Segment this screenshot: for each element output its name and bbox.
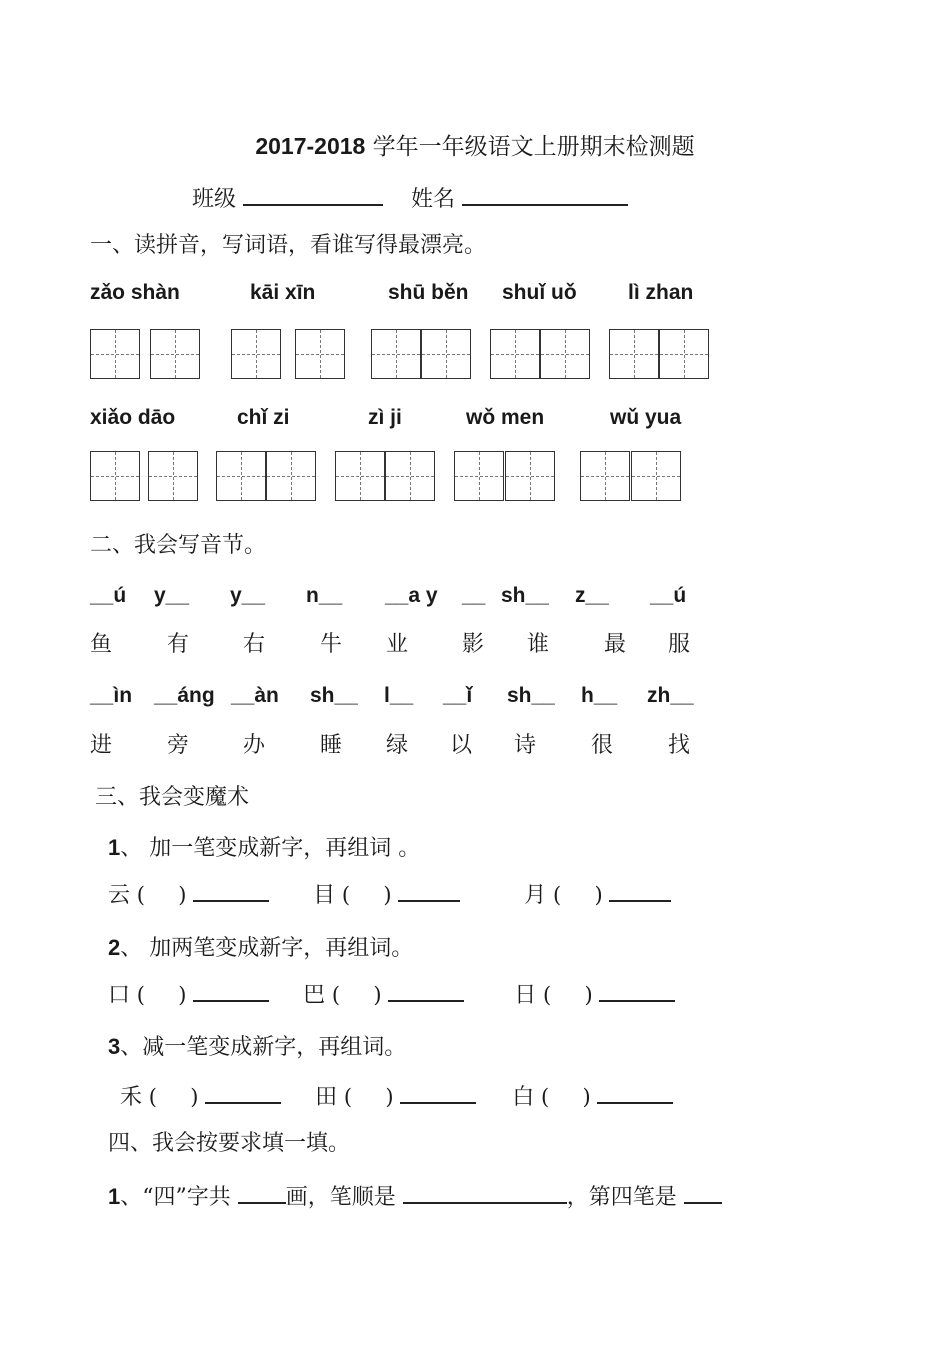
question-3-1: 1、 加一笔变成新字，再组词 。	[108, 835, 421, 861]
pinyin-item: chǐ zi	[237, 406, 290, 429]
pinyin-item: lì zhan	[628, 281, 694, 304]
syllable-item: sh__	[501, 584, 549, 607]
writing-box[interactable]	[295, 329, 345, 379]
syllable-item: sh__	[507, 684, 555, 707]
answer-blank[interactable]	[398, 899, 460, 902]
writing-box[interactable]	[150, 329, 200, 379]
syllable-item: __ìn	[90, 684, 133, 707]
hanzi-item: 谁	[527, 632, 550, 657]
writing-box[interactable]	[631, 451, 681, 501]
writing-box[interactable]	[540, 329, 590, 379]
pinyin-item: kāi xīn	[250, 281, 316, 304]
pinyin-item: shuǐ uǒ	[502, 281, 577, 304]
answer-blank[interactable]	[205, 1101, 281, 1104]
hanzi-item: 右	[243, 632, 266, 657]
answer-blank[interactable]	[597, 1101, 673, 1104]
syllable-item: zh__	[647, 684, 694, 707]
syllable-item: h__	[581, 684, 618, 707]
section-1-heading: 一、读拼音，写词语，看谁写得最漂亮。	[90, 233, 487, 258]
question-3-2: 2、 加两笔变成新字，再组词。	[108, 935, 414, 961]
pinyin-item: wǔ yua	[610, 406, 682, 429]
writing-box[interactable]	[490, 329, 540, 379]
writing-box[interactable]	[266, 451, 316, 501]
syllable-item: sh__	[310, 684, 358, 707]
syllable-item: __ǐ	[443, 684, 473, 707]
writing-box[interactable]	[148, 451, 198, 501]
answer-blank[interactable]	[238, 1201, 286, 1204]
page-title: 2017-2018 学年一年级语文上册期末检测题	[255, 133, 695, 160]
writing-box[interactable]	[231, 329, 281, 379]
class-blank[interactable]	[243, 203, 383, 206]
pinyin-item: zì ji	[368, 406, 402, 429]
hanzi-item: 办	[243, 733, 266, 758]
syllable-item: __ú	[90, 584, 127, 607]
writing-box[interactable]	[659, 329, 709, 379]
writing-box[interactable]	[371, 329, 421, 379]
pinyin-item: xiǎo dāo	[90, 406, 176, 429]
answer-row-3-3: 禾 ( ) 田 ( ) 白 ( )	[120, 1080, 673, 1111]
answer-blank[interactable]	[684, 1201, 722, 1204]
pinyin-item: zǎo shàn	[90, 281, 180, 304]
answer-blank[interactable]	[609, 899, 671, 902]
syllable-item: l__	[384, 684, 414, 707]
pinyin-item: wǒ men	[466, 406, 545, 429]
answer-row-3-1: 云 ( ) 目 ( ) 月 ( )	[108, 878, 671, 909]
syllable-item: __ú	[650, 584, 687, 607]
name-field: 姓名	[411, 182, 628, 213]
section-4-heading: 四、我会按要求填一填。	[108, 1131, 351, 1156]
syllable-item: __a y	[385, 584, 438, 607]
hanzi-item: 牛	[320, 632, 343, 657]
question-3-3: 3、减一笔变成新字，再组词。	[108, 1034, 407, 1060]
writing-box[interactable]	[335, 451, 385, 501]
syllable-item: __àn	[231, 684, 279, 707]
hanzi-item: 睡	[320, 733, 343, 758]
hanzi-item: 旁	[167, 733, 190, 758]
writing-box[interactable]	[90, 329, 140, 379]
writing-box[interactable]	[385, 451, 435, 501]
answer-blank[interactable]	[193, 999, 269, 1002]
hanzi-item: 影	[462, 632, 485, 657]
name-blank[interactable]	[462, 203, 628, 206]
hanzi-item: 绿	[386, 733, 409, 758]
syllable-item: n__	[306, 584, 343, 607]
syllable-item: z__	[575, 584, 609, 607]
hanzi-item: 业	[386, 632, 409, 657]
answer-row-3-2: 口 ( ) 巴 ( ) 日 ( )	[108, 978, 675, 1009]
hanzi-item: 有	[167, 632, 190, 657]
question-4-1: 1、“四”字共 画，笔顺是 ，第四笔是	[108, 1180, 722, 1211]
pinyin-item: shū běn	[388, 281, 469, 304]
section-3-heading: 三、我会变魔术	[95, 785, 250, 810]
hanzi-item: 鱼	[90, 632, 113, 657]
writing-box[interactable]	[505, 451, 555, 501]
syllable-item: y__	[230, 584, 266, 607]
hanzi-item: 最	[604, 632, 627, 657]
writing-box[interactable]	[609, 329, 659, 379]
answer-blank[interactable]	[388, 999, 464, 1002]
answer-blank[interactable]	[193, 899, 269, 902]
writing-box[interactable]	[580, 451, 630, 501]
writing-box[interactable]	[421, 329, 471, 379]
syllable-item: __	[462, 584, 486, 607]
syllable-item: y__	[154, 584, 190, 607]
hanzi-item: 很	[591, 733, 614, 758]
hanzi-item: 进	[90, 733, 113, 758]
class-field: 班级	[192, 182, 383, 213]
writing-box[interactable]	[454, 451, 504, 501]
hanzi-item: 以	[450, 733, 473, 758]
answer-blank[interactable]	[400, 1101, 476, 1104]
hanzi-item: 服	[668, 632, 691, 657]
answer-blank[interactable]	[599, 999, 675, 1002]
hanzi-item: 诗	[514, 733, 537, 758]
syllable-item: __áng	[154, 684, 215, 707]
writing-box[interactable]	[90, 451, 140, 501]
hanzi-item: 找	[668, 733, 691, 758]
section-2-heading: 二、我会写音节。	[90, 533, 267, 558]
writing-box[interactable]	[216, 451, 266, 501]
answer-blank[interactable]	[403, 1201, 567, 1204]
